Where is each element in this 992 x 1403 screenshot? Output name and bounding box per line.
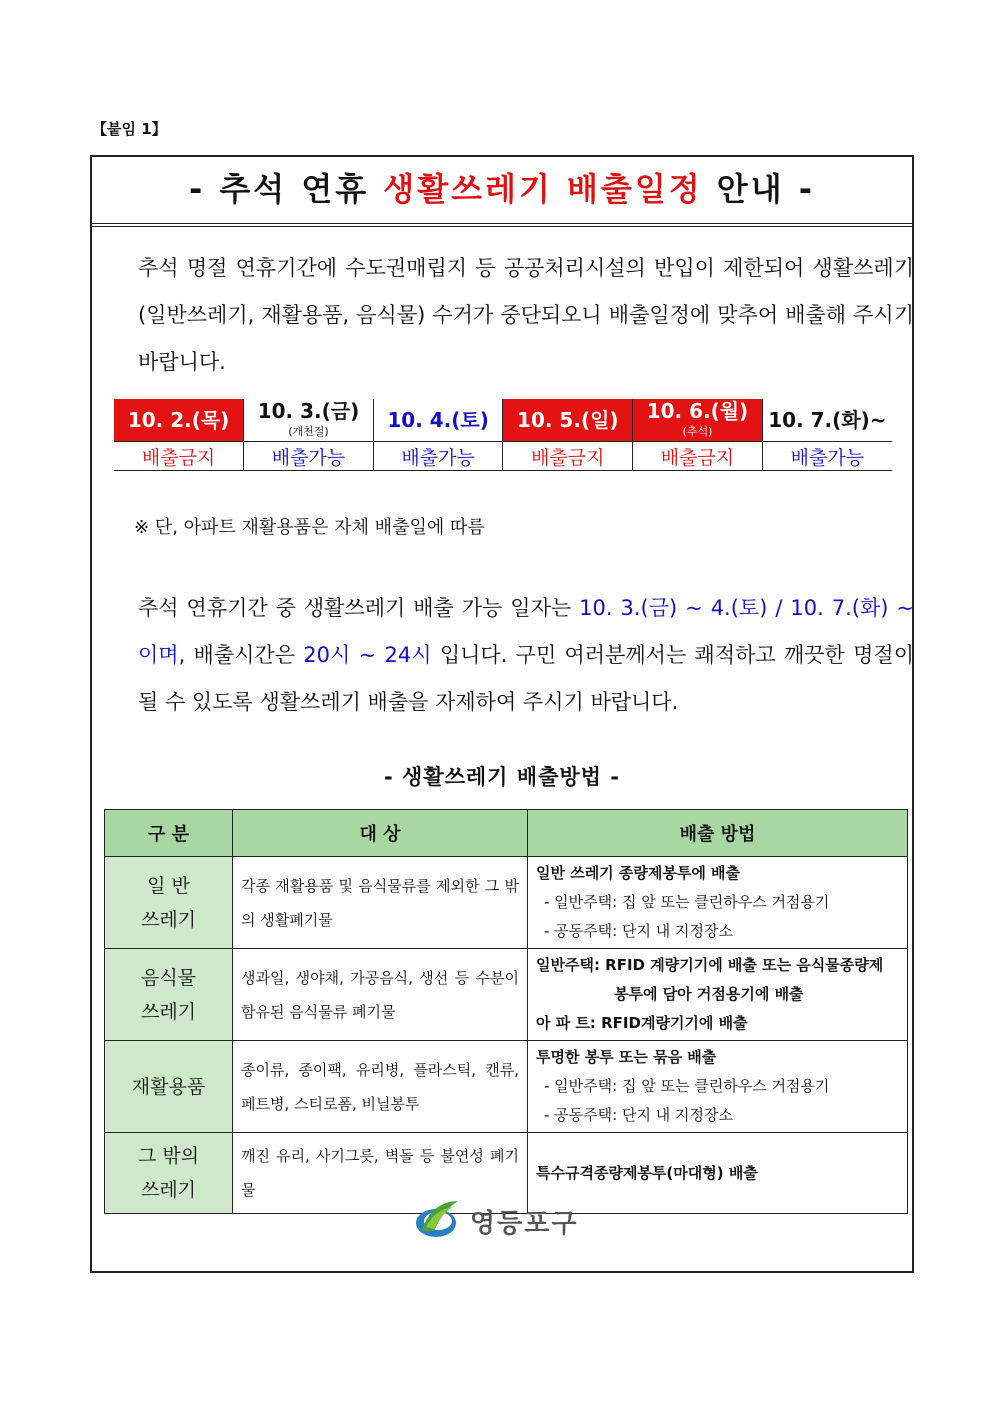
row-method <box>528 857 908 949</box>
title-prefix: - 추석 연휴 <box>188 170 384 208</box>
schedule-date-cell <box>373 399 503 442</box>
notice-frame <box>90 155 914 1273</box>
para2-hours: 20시 ~ 24시 <box>303 643 432 667</box>
time-paragraph <box>116 585 914 726</box>
schedule-date-cell <box>114 399 244 442</box>
page-title <box>92 157 912 227</box>
section-title: - 생활쓰레기 배출방법 - <box>384 765 620 789</box>
district-logo <box>414 1195 594 1245</box>
method-line: - 일반주택: 집 앞 또는 클린하우스 거점용기 <box>544 1077 830 1095</box>
schedule-table <box>114 399 892 471</box>
yeongdeungpo-logo-icon <box>414 1197 460 1241</box>
schedule-status: 배출가능 <box>373 442 503 471</box>
row-target: 생과일, 생야채, 가공음식, 생선 등 수분이 함유된 음식물류 폐기물 <box>233 949 528 1041</box>
row-category <box>105 1041 233 1133</box>
method-line: - 일반주택: 집 앞 또는 클린하우스 거점용기 <box>544 893 830 911</box>
attachment-label: 【붙임 1】 <box>92 120 167 138</box>
schedule-date-cell <box>503 399 633 442</box>
category-line: 재활용품 <box>131 1075 206 1098</box>
method-table <box>104 809 908 1214</box>
row-category <box>105 949 233 1041</box>
table-row <box>105 1041 908 1133</box>
schedule-status: 배출가능 <box>762 442 892 471</box>
header-method: 배출 방법 <box>528 810 908 857</box>
schedule-status: 배출금지 <box>633 442 763 471</box>
category-line: 일 반 <box>147 874 190 897</box>
district-name: 영등포구 <box>470 1209 579 1239</box>
schedule-date: 10. 2.(목) <box>127 408 230 432</box>
title-suffix: 안내 - <box>702 170 816 208</box>
category-line: 그 밖의 <box>137 1145 200 1167</box>
method-line: 투명한 봉투 또는 묶음 배출 <box>536 1048 717 1066</box>
row-target: 깨진 유리, 사기그릇, 벽돌 등 불연성 폐기물 <box>233 1133 528 1214</box>
para2-text-1: 추석 연휴기간 중 생활쓰레기 배출 가능 일자는 <box>138 596 580 620</box>
row-target: 각종 재활용품 및 음식물류를 제외한 그 밖의 생활폐기물 <box>233 857 528 949</box>
header-category: 구 분 <box>105 810 233 857</box>
row-method <box>528 949 908 1041</box>
method-line: 아 파 트: RFID계량기기에 배출 <box>536 1014 748 1032</box>
apartment-note: ※ 단, 아파트 재활용품은 자체 배출일에 따름 <box>134 517 485 538</box>
method-line: - 공동주택: 단지 내 지정장소 <box>544 922 733 940</box>
schedule-date: 10. 7.(화)~ <box>768 408 887 432</box>
schedule-date: 10. 4.(토) <box>387 408 489 432</box>
method-line: 일반 쓰레기 종량제봉투에 배출 <box>536 864 741 882</box>
table-row <box>105 949 908 1041</box>
para2-text-3: 입니다. 구민 여러분께서는 쾌적하고 깨끗한 명절이 될 수 있도록 생활쓰레기 배출을 자제하여 주시기 바랍니다. <box>138 643 915 714</box>
row-category <box>105 857 233 949</box>
schedule-date-cell <box>244 399 374 442</box>
schedule-status: 배출금지 <box>114 442 244 471</box>
method-line: - 공동주택: 단지 내 지정장소 <box>544 1106 733 1124</box>
row-target: 종이류, 종이팩, 유리병, 플라스틱, 캔류, 페트병, 스티로폼, 비닐봉투 <box>233 1041 528 1133</box>
schedule-date-cell <box>762 399 892 442</box>
header-target: 대 상 <box>233 810 528 857</box>
schedule-holiday: (개천절) <box>288 425 329 438</box>
table-row <box>105 857 908 949</box>
method-line: 봉투에 담아 거점용기에 배출 <box>614 985 804 1003</box>
schedule-status: 배출가능 <box>244 442 374 471</box>
category-line: 쓰레기 <box>140 1179 197 1201</box>
para2-text-2: 배출시간은 <box>185 643 304 667</box>
para2-dates: 10. 3.(금) ~ 4.(토) / 10. 7.(화) ~ 이며, <box>138 596 914 667</box>
title-highlight: 생활쓰레기 배출일정 <box>383 170 703 208</box>
schedule-holiday: (추석) <box>682 425 713 438</box>
category-line: 음식물 <box>140 966 197 989</box>
method-line: 특수규격종량제봉투(마대형) 배출 <box>536 1163 758 1182</box>
row-method <box>528 1041 908 1133</box>
method-line: 일반주택: RFID 계량기기에 배출 또는 음식물종량제 <box>536 956 884 974</box>
category-line: 쓰레기 <box>140 1000 197 1023</box>
schedule-date: 10. 3.(금) <box>257 399 360 423</box>
schedule-date: 10. 6.(월) <box>646 399 749 423</box>
row-category <box>105 1133 233 1214</box>
schedule-date: 10. 5.(일) <box>517 408 619 432</box>
category-line: 쓰레기 <box>140 908 197 931</box>
intro-paragraph: 추석 명절 연휴기간에 수도권매립지 등 공공처리시설의 반입이 제한되어 생활쓰레기(일반쓰레기, 재활용품, 음식물) 수거가 중단되오니 배출일정에 맞추어 배출해 주시기 바랍니다. <box>138 256 914 374</box>
schedule-date-cell <box>633 399 763 442</box>
schedule-status: 배출금지 <box>503 442 633 471</box>
